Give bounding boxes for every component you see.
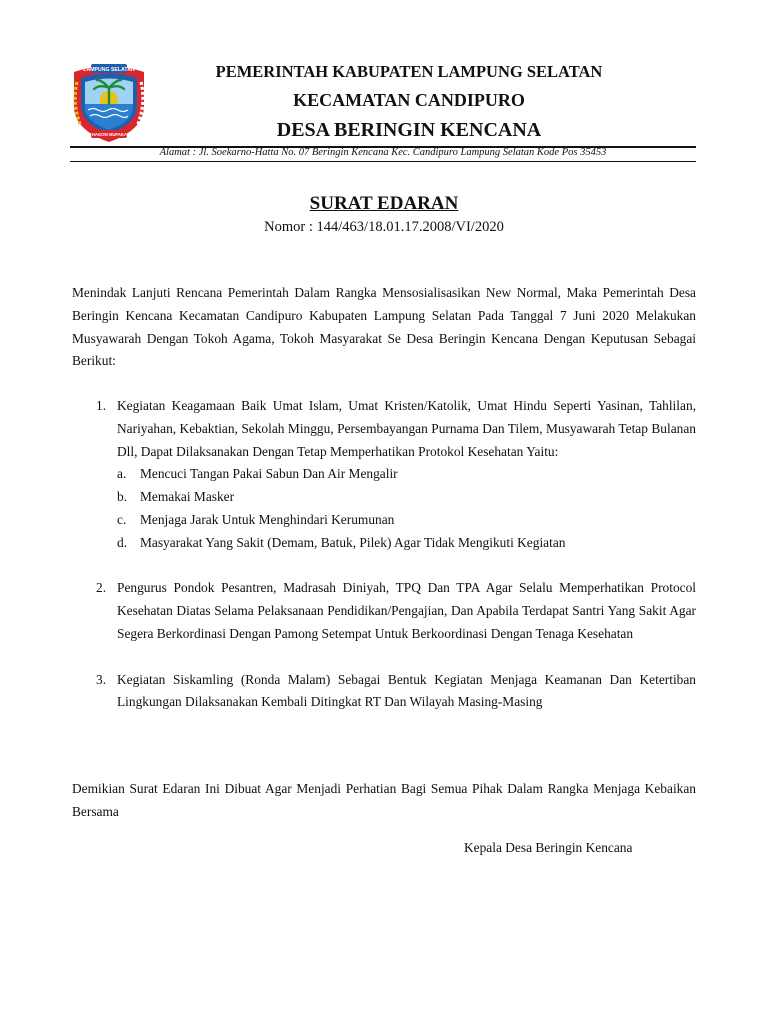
list-item-2 bbox=[72, 577, 696, 645]
sub-letter: b. bbox=[117, 489, 128, 505]
list-item-text: Kegiatan Siskamling (Ronda Malam) Sebagai Bentuk Kegiatan Menjaga Keamanan Dan Ketertiban Lingkungan Dilaksanakan Kembali Ditingkat RT Dan Wilayah Masing-Masing bbox=[117, 671, 696, 710]
sub-item-text: Memakai Masker bbox=[140, 489, 235, 505]
letter-number: Nomor : 144/463/18.01.17.2008/VI/2020 bbox=[264, 219, 504, 235]
intro-paragraph: Menindak Lanjuti Rencana Pemerintah Dalam Rangka Mensosialisasikan New Normal, Maka Pemerintah Desa Beringin Kencana Kecamatan Candipuro Kabupaten Lampung Selatan Pada Tanggal 7 Juni 2020 Melakukan Musyawarah Dengan Tokoh Agama, Tokoh Masyarakat Se Desa Beringin Kencana Dengan Keputusan Sebagai Berikut: bbox=[72, 285, 696, 369]
svg-text:LAMPUNG SELATAN: LAMPUNG SELATAN bbox=[83, 67, 135, 73]
sub-item-d bbox=[72, 532, 696, 555]
signatory-title: Kepala Desa Beringin Kencana bbox=[464, 840, 633, 855]
sub-item-text: Mencuci Tangan Pakai Sabun Dan Air Mengalir bbox=[140, 466, 398, 482]
sub-item-text: Masyarakat Yang Sakit (Demam, Batuk, Pilek) Agar Tidak Mengikuti Kegiatan bbox=[140, 534, 566, 550]
letterhead-rule-bottom bbox=[70, 161, 696, 162]
list-number: 3. bbox=[96, 671, 107, 687]
sub-item-c bbox=[72, 509, 696, 532]
decision-list bbox=[72, 395, 696, 714]
list-item-text: Pengurus Pondok Pesantren, Madrasah Diniyah, TPQ Dan TPA Agar Selalu Memperhatikan Protocol Kesehatan Diatas Selama Pelaksanaan Pendidikan/Pengajian, Dan Apabila Terdapat Santri Yang Sakit Agar Segera Berkordinasi Dengan Pamong Setempat Untuk Berkoordinasi Dengan Tenaga Kesehatan bbox=[117, 580, 696, 641]
sub-letter: a. bbox=[117, 466, 127, 482]
list-number: 2. bbox=[96, 580, 107, 596]
list-item-1 bbox=[72, 395, 696, 463]
letterhead-district: KECAMATAN CANDIPURO bbox=[293, 90, 525, 110]
letterhead-address: Alamat : Jl. Soekarno-Hatta No. 07 Beringin Kencana Kec. Candipuro Lampung Selatan Kode Pos 35453 bbox=[159, 147, 607, 158]
sub-item-a bbox=[72, 463, 696, 486]
sub-item-text: Menjaga Jarak Untuk Menghindari Kerumunan bbox=[140, 511, 395, 527]
sub-letter: c. bbox=[117, 511, 127, 527]
letter-title: SURAT EDARAN bbox=[309, 193, 459, 214]
spacer bbox=[72, 646, 696, 669]
sub-letter: d. bbox=[117, 534, 128, 550]
svg-text:KHAGOM MUFAKAT: KHAGOM MUFAKAT bbox=[88, 132, 130, 137]
closing-paragraph: Demikian Surat Edaran Ini Dibuat Agar Menjadi Perhatian Bagi Semua Pihak Dalam Rangka Menjaga Kebaikan Bersama bbox=[72, 781, 696, 819]
list-item-text: Kegiatan Keagamaan Baik Umat Islam, Umat Kristen/Katolik, Umat Hindu Seperti Yasinan, Tahlilan, Nariyahan, Kebaktian, Sekolah Minggu, Persembayangan Purnama Dan Tilem, Musyawarah Tetap Bulanan Dll, Dapat Dilaksanakan Dengan Tetap Memperhatikan Protokol Kesehatan Yaitu: bbox=[117, 398, 696, 459]
list-item-3 bbox=[72, 669, 696, 715]
lampung-selatan-emblem bbox=[66, 58, 152, 144]
list-number: 1. bbox=[96, 398, 107, 413]
letterhead-regency: PEMERINTAH KABUPATEN LAMPUNG SELATAN bbox=[215, 62, 603, 81]
letterhead-village: DESA BERINGIN KENCANA bbox=[276, 119, 542, 141]
sub-item-b bbox=[72, 486, 696, 509]
spacer bbox=[72, 555, 696, 578]
